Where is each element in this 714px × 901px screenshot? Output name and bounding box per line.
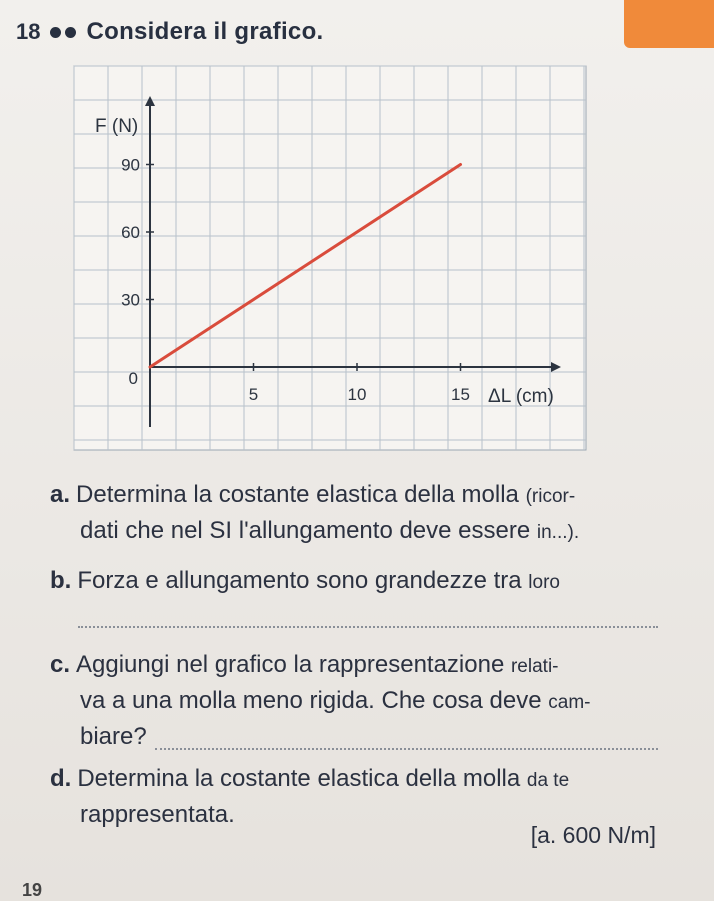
question-b-label: b. bbox=[50, 567, 72, 594]
question-b-line1: Forza e allungamento sono grandezze tra bbox=[77, 567, 522, 594]
question-c-line1: Aggiungi nel grafico la rappresentazione bbox=[76, 651, 505, 678]
y-tick-label: 30 bbox=[121, 290, 140, 310]
question-a-line1-small: (ricor- bbox=[525, 486, 576, 507]
origin-label: 0 bbox=[128, 369, 138, 388]
question-b-line1-small: loro bbox=[528, 572, 560, 593]
question-a-label: a. bbox=[50, 481, 71, 508]
y-tick-label: 90 bbox=[121, 155, 140, 175]
orange-page-tab bbox=[624, 0, 714, 48]
x-tick-label: 15 bbox=[451, 385, 470, 404]
force-elongation-chart bbox=[70, 62, 590, 454]
question-a bbox=[50, 478, 660, 550]
question-b bbox=[50, 564, 660, 600]
question-d-line1-small: da te bbox=[526, 770, 570, 791]
x-tick-label: 5 bbox=[248, 385, 259, 404]
question-d-label: d. bbox=[50, 765, 72, 792]
question-c-line2-small: cam- bbox=[548, 692, 591, 713]
question-c-line2: va a una molla meno rigida. Che cosa deve bbox=[80, 687, 542, 714]
exercise-title: Considera il grafico. bbox=[86, 18, 324, 45]
question-a-line2-small: in...). bbox=[536, 522, 580, 543]
x-tick-label: 10 bbox=[347, 385, 367, 404]
exercise-number: 18 bbox=[16, 19, 41, 44]
answer-line-c[interactable] bbox=[155, 748, 658, 750]
question-d-line2: rappresentata. bbox=[80, 801, 235, 828]
difficulty-dots bbox=[50, 27, 76, 38]
answer-key: [a. 600 N/m] bbox=[530, 822, 656, 848]
question-c-line3: biare? bbox=[80, 723, 147, 750]
y-axis-label: F (N) bbox=[95, 116, 139, 137]
exercise-header bbox=[16, 12, 324, 52]
question-d-line1: Determina la costante elastica della molla bbox=[77, 765, 521, 792]
question-a-line2: dati che nel SI l'allungamento deve essere bbox=[80, 517, 531, 544]
question-a-line1: Determina la costante elastica della molla bbox=[76, 481, 519, 508]
y-tick-label: 60 bbox=[121, 223, 140, 242]
chart-container bbox=[70, 62, 590, 454]
page-number: 19 bbox=[22, 880, 43, 900]
difficulty-dot bbox=[65, 27, 76, 38]
question-c bbox=[50, 648, 660, 754]
question-c-label: c. bbox=[50, 651, 71, 678]
difficulty-dot bbox=[50, 27, 61, 38]
question-c-line1-small: relati- bbox=[510, 656, 559, 677]
answer-line-b[interactable] bbox=[78, 626, 658, 628]
x-axis-label: ΔL (cm) bbox=[488, 386, 554, 407]
